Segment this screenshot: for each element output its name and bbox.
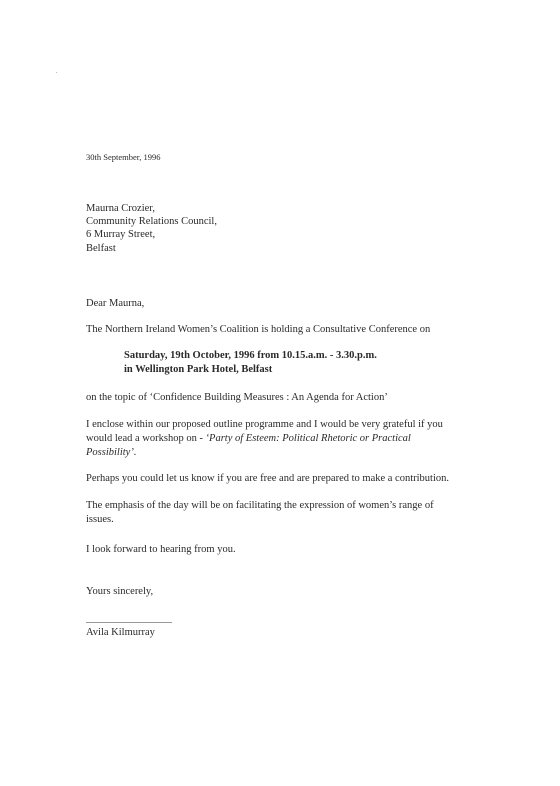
letter-date: 30th September, 1996 [86,152,161,162]
recipient-city: Belfast [86,242,116,254]
event-venue: in Wellington Park Hotel, Belfast [124,364,273,375]
event-date-time: Saturday, 19th October, 1996 from 10.15.a.m. - 3.30.p.m. [124,350,377,361]
enclose-line-2 [86,432,443,446]
signature-line [86,622,172,623]
emphasis-paragraph [86,499,434,527]
intro-paragraph: The Northern Ireland Women’s Coalition is holding a Consultative Conference on [86,324,431,335]
workshop-title: ‘Party of Esteem: Political Rhetoric or Practical [205,433,411,444]
salutation: Dear Maurna, [86,298,145,309]
topic-paragraph: on the topic of ‘Confidence Building Measures : An Agenda for Action’ [86,392,388,403]
signer-name: Avila Kilmurray [86,627,155,638]
recipient-name: Maurna Crozier, [86,203,155,214]
emphasis-line-2: issues. [86,514,114,525]
forward-paragraph: I look forward to hearing from you. [86,544,236,555]
recipient-address [86,202,386,255]
enclose-line-1: I enclose within our proposed outline programme and I would be very grateful if you [86,419,443,430]
event-details [124,349,377,377]
enclose-paragraph [86,418,443,460]
closing: Yours sincerely, [86,586,154,597]
workshop-title-cont: Possibility’. [86,447,137,458]
recipient-organisation: Community Relations Council, [86,216,217,228]
recipient-street: 6 Murray Street, [86,229,156,241]
emphasis-line-1: The emphasis of the day will be on facilitating the expression of women’s range of [86,500,434,511]
scan-speck [56,72,57,73]
perhaps-paragraph: Perhaps you could let us know if you are free and are prepared to make a contribution. [86,473,449,484]
enclose-line-2-prefix: would lead a workshop on - [86,433,206,444]
